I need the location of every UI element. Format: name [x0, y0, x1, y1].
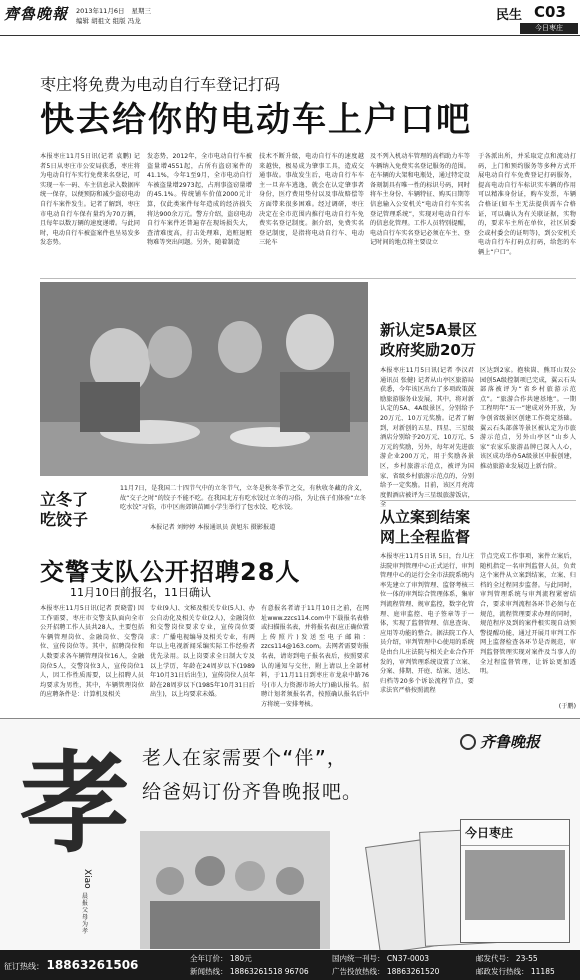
footer-postal	[476, 953, 538, 964]
footer-news-hotline	[190, 966, 309, 977]
lead-kicker: 枣庄将免费为电动自行车登记打码	[40, 75, 281, 94]
hotline-label: 征订热线：	[4, 962, 44, 971]
ad-block	[0, 718, 580, 950]
footer-cn	[332, 953, 429, 964]
lead-bottom-rule	[40, 278, 576, 279]
price-label: 全年订价：	[190, 954, 228, 963]
masthead-date	[76, 6, 151, 15]
feature-title	[40, 490, 88, 530]
service-value: 11185	[530, 967, 555, 976]
masthead	[0, 0, 580, 36]
masthead-logo: 齊魯晚報	[4, 5, 69, 23]
dumpling-photo-illustration	[40, 282, 368, 476]
supervision-col-1: 本报枣庄11月5日讯 5日，台儿庄法院审判管理中心正式运行，审判管理中心的运行会全市法院系统内率先建立了审判管理、监督考核三位一体的审判综合管理体系，集审判流程管理、规审监控，数字化管理、庭审监控、电子签章等于一体，实现了监督管理、信息查询、应用等功能的整合。据法院工作人员介绍，审判管理中心使用的系统是由台儿庄法院与相关企业合作开发的，审判管理系统设置了立案、分案、排期、开庭、结案、送达、归档等20多个诉讼流程节点，要求法官严格按照流程	[380, 553, 474, 695]
footer-ad-hotline	[332, 966, 439, 977]
newspaper-front-title: 今日枣庄	[461, 820, 569, 846]
footer-service	[476, 966, 555, 977]
price-value: 180元	[229, 954, 252, 963]
scenic-bottom-rule	[380, 500, 576, 501]
ad-hotline-label: 广告投放热线：	[332, 967, 385, 976]
ad-logo-icon	[460, 734, 476, 750]
police-col-1: 本报枣庄11月5日讯(记者 贾晓蕾) 因工作需要，枣庄市交警支队面向全市公开招聘工作人员共28人，主要包括车辆管理岗位、金融岗位、交警岗位、宣传岗位等。其中，招聘岗位和人数要求各车辆管理岗位16人，金融岗位5人，交警岗位3人，宣传岗位1人，因工作性质需要，以上招聘人员均要求为男性，其中，车辆管理岗位的应聘条件是：计算机及相关	[40, 605, 144, 699]
masthead-rule	[0, 35, 580, 36]
lead-col-3: 技术不断升级，电动自行车的速度越来越快，极易成为肇事工具，造成交通事故。事故发生后，电动自行车车主一旦弃车逃逸，就会在认定肇事者身份，医疗费用垫付以及事故赔偿等方面带来很多困难。经过调研，枣庄决定在全市范围内推行电动自行车免费实名登记制度。据介绍，免费实名登记制度，是指将电动自行车、电动三轮车	[259, 153, 364, 247]
police-col-3: 有意报名者请于11月10日之前，在网址www.zzcs114.com中下载报名表格或扫描报名表，并将报名表(应正确位置上传照片)发送至电子邮箱：zzcs114@163.com。去网者需要寄报名表，请寄到电子报名表后，按照要求认的通知与交往，附上请以上全部材料，于11月11日到枣庄市龙泉中路76号(市人力资源市场大厅)确认报名。招聘计划者须报名者，按照确认报名后中方将统一安排考核。	[261, 605, 369, 708]
footer-bar	[0, 950, 580, 980]
ad-line-1: 老人在家需要个“伴”，	[142, 747, 347, 769]
police-col-2: 专业(9人)、文秘及相关专业(5人)、办公自动化及相关专业(2人)，金融岗位和交警岗位要求专业，宣传岗位要求：广播电视编导及相关专业，有两年以上电视新闻采编实际工作经验者优先录用。以上岗要求全日制大专及以上学历，年龄在24周岁以下(1989年10月31日后出生)，宣传岗位人员年龄在28周岁以下(1985年10月31日后出生)，以上均要求未婚。	[150, 605, 255, 699]
ad-logo-text: 齐鲁晚报	[480, 733, 541, 751]
supervision-byline: (于鹏)	[558, 703, 576, 710]
newspaper-front-image	[465, 850, 565, 920]
scenic-col-1: 本报枣庄11月5日讯(记者 李汉君 通讯员 张健) 记者从山亭区旅游局获悉，今年该区出台了多项政策鼓励旅游服务业发展，其中，将对新认定的5A、4A级景区，分别给予20万元、10万元奖励。记者了解到，对新创的五星、四星、三星级酒店分别给予20万元、10万元、5万元的奖励，另外，每年对先进旅游企业200万元，用于奖励各景区，乡村旅游示范点，被评为国家、省级乡村旅游示范点的，分别给予一定奖励。目前，该区月亮湾度假酒店被评为三星级旅游饭店，全	[380, 367, 474, 509]
section-name: 民生	[496, 8, 523, 23]
lead-col-1: 本报枣庄11月5日讯(记者 袁鹏) 记者5日从枣庄市公安局获悉，枣庄将为电动自行车实行免费来名登记，可实现一车一码、车主信息录入数据库统一保存，以便预防和减少盗窃电动自行车案件发生。记者了解到，枣庄市电动自行车保有量约为70万辆，且每年以数万辆的速度递增。与此同时，电动自行车被盗案件也呈易发多发态势。	[40, 153, 140, 247]
lead-col-2: 发态势，2012年，全市电动自行车被盗量增4551起，占所有盗窃案件的41.1%，今年1至9月，全市电动自行车被盗量增2973起，占刑事盗窃量增的45.1%。传统铺车价值2000元计算，仅此类案件每年造成的经济损失将达900余万元。警方介绍，盗窃电动自行车案件还普遍存在现场损失大，查清难度高，打击处理难，追赃退赃物难等突出问题。另外，随着制造	[147, 153, 252, 247]
news-hotline-label: 新闻热线：	[190, 967, 228, 976]
ad-vertical-caption: 晨报父母为孝	[82, 893, 89, 935]
postal-label: 邮发代号：	[476, 954, 514, 963]
feature-title-line-2: 吃饺子	[40, 510, 89, 529]
footer-price	[190, 953, 252, 964]
scenic-headline-line-2: 政府奖励20万	[380, 341, 476, 359]
scenic-headline-line-1: 新认定5A景区	[380, 321, 478, 339]
lead-col-4: 及不列入机动车管理的高档助力车等车辆纳入免费实名登记服务的范围。在车辆的大架和电瓶处，通过特定设备刻制具有唯一性的标识号码，同时将车主身份、车辆特征、购买日期等信息输入公安机关“电动自行车实名登记管理系统”，实现对电动自行车的信息化管理。工作人员特别提醒，电动自行车实名登记必须在车主、登记时间的地点将主要设立	[370, 153, 470, 247]
hotline-number: 18863261506	[46, 958, 139, 972]
feature-caption: 11月7日，是我国二十四节气中的立冬节气，立冬是秋冬季节之交，有秋收冬藏的含义，故“交子之时”的饺子不能不吃。在我国北方有吃水饺过立冬的习俗，为让孩子们体验“立冬吃水饺”习俗，市中区南郊镇苗圃小学生举行了包水饺、吃水饺。	[120, 485, 366, 512]
ad-line-2: 给爸妈订份齐鲁晚报吧。	[142, 781, 363, 803]
supervision-headline	[380, 507, 470, 547]
family-illustration	[140, 831, 330, 949]
cn-value: CN37-0003	[386, 954, 430, 963]
postal-value: 23-55	[515, 954, 538, 963]
feature-title-line-1: 立冬了	[40, 490, 89, 509]
weekday-text: 星期三	[131, 7, 152, 15]
lead-headline: 快去给你的电动车上户口吧	[40, 100, 472, 140]
lead-col-5: 于各派出所，并采取定点和流动打码，上门和预约服务等多种方式开展电动自行车免费登记打码服务，提高电动自行车标识实车辆的作用可以精准身份证，购车发票，车辆合格证(如车主无法提供需车合格证，可以确认为有关联证据，实物的，要求车主所在单位，社区居委会或村委会的证明等)，到公安机关电动自行车打码点打码，给您的车辆上“户口”。	[478, 153, 576, 256]
ad-hotline-value: 18863261520	[386, 967, 440, 976]
scenic-col-2: 区达到2家。抱犊崮、熊耳山双公园创5A级控制项已完成，翼云石头部落被评为“省乡村旅游示范点”。“旅游合作共建基地”。一期工程明年“五一”建成对外开放，为争创省级景区创建工作奠定基础。翼云石头部落等景区被认定为市旅游示范点，另外山亭区“山乡人家”农家乐旅游品牌已深入人心，该区成功举办5A级景区申报创建，推动旅游业发展迈上新台阶。	[480, 367, 576, 470]
police-subhead: 11月10日前报名，11日确认	[70, 586, 211, 599]
subsection-tag: 今日枣庄	[520, 23, 578, 34]
police-headline: 交警支队公开招聘28人	[40, 558, 301, 586]
ad-logo	[460, 731, 540, 752]
ad-pinyin: Xiao	[82, 869, 92, 889]
scenic-headline	[380, 320, 477, 360]
date-text: 2013年11月6日	[76, 7, 125, 15]
ad-family-photo	[140, 831, 330, 949]
supervision-headline-line-1: 从立案到结案	[380, 508, 471, 526]
feature-photo	[40, 282, 368, 476]
supervision-headline-line-2: 网上全程监督	[380, 528, 471, 546]
service-label: 邮政发行热线：	[476, 967, 529, 976]
masthead-editors: 编辑 胡祖文 组版 冯龙	[76, 17, 141, 25]
newspaper-front	[460, 819, 570, 943]
ad-newspaper-stack	[372, 819, 572, 949]
cn-label: 国内统一刊号：	[332, 954, 385, 963]
news-hotline-value: 18863261518 96706	[229, 967, 309, 976]
footer-hotline	[4, 958, 138, 972]
page-code: C03	[534, 3, 566, 21]
ad-big-character: 孝	[20, 739, 130, 868]
feature-byline: 本报记者 刘婷婷 本报通讯员 黄旭东 摄影报道	[150, 524, 276, 531]
supervision-col-2: 节点完成工作事项，案件立案后，随机指定一名审判监督人员，负责这个案件从立案到结案，立案、归档的全过程同步监督。与此同时，审判管理系统与审判流程紧密结合，要求审判流程各环节必须与在规范，流程管理要求办理的同时，规范程序及到的案件根实现自动预警提醒功能，通过开展月审判工作网上监督检查各环节是否规范，审判监督管理实现对案件及当事人的全过程监督管理，让诉讼更加透明。	[480, 553, 576, 676]
